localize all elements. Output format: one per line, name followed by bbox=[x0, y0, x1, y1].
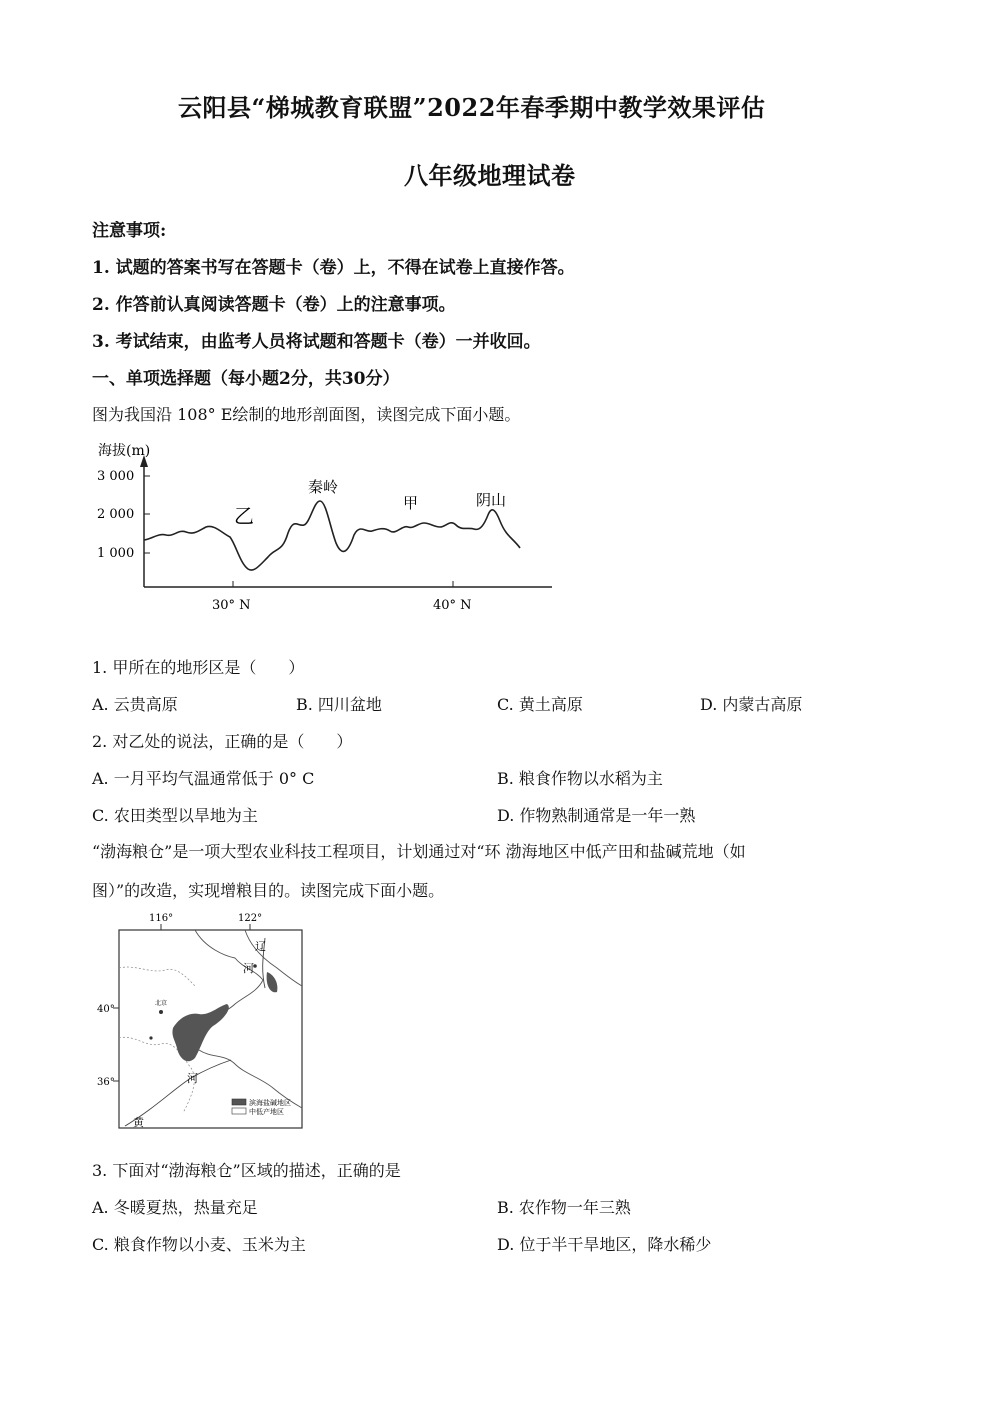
q3-option-d: D. 位于半干旱地区，降水稀少 bbox=[497, 1235, 712, 1254]
q3-option-a: A. 冬暖夏热，热量充足 bbox=[92, 1198, 258, 1217]
legend-label: 滨海盐碱地区 bbox=[249, 1099, 291, 1107]
x-tick-label: 40° N bbox=[433, 598, 472, 613]
page-title: 云阳县“梯城教育联盟”2022年春季期中教学效果评估 bbox=[178, 93, 766, 122]
q2-option-d: D. 作物熟制通常是一年一熟 bbox=[497, 806, 696, 825]
label-yi: 乙 bbox=[234, 504, 254, 528]
note-item-1: 1. 试题的答案书写在答题卡（卷）上，不得在试卷上直接作答。 bbox=[92, 258, 575, 278]
notes-heading: 注意事项: bbox=[92, 221, 167, 241]
terrain-profile-figure bbox=[90, 435, 570, 625]
legend-label: 中低产地区 bbox=[249, 1108, 284, 1116]
intro-bohai-line1: “渤海粮仓”是一项大型农业科技工程项目，计划通过对“环 渤海地区中低产田和盐碱荒地（如 bbox=[92, 842, 746, 861]
q1-option-b: B. 四川盆地 bbox=[296, 695, 382, 714]
lat-label: 40° bbox=[97, 1004, 115, 1015]
label-beijing: 北京 bbox=[155, 1000, 168, 1007]
label-he: 河 bbox=[243, 962, 254, 975]
q3-option-c: C. 粮食作物以小麦、玉米为主 bbox=[92, 1235, 306, 1254]
profile-line bbox=[144, 501, 520, 570]
label-yinshan: 阴山 bbox=[476, 491, 507, 509]
x-tick-label: 30° N bbox=[212, 598, 251, 613]
q2-option-b: B. 粮食作物以水稻为主 bbox=[497, 769, 663, 788]
bohai-map-figure bbox=[95, 908, 310, 1133]
label-huang: 黄 bbox=[133, 1116, 144, 1129]
label-qinling: 秦岭 bbox=[308, 478, 339, 496]
section-heading: 一、单项选择题（每小题2分，共30分） bbox=[92, 369, 400, 389]
page-subtitle: 八年级地理试卷 bbox=[404, 161, 576, 190]
note-item-3: 3. 考试结束，由监考人员将试题和答题卡（卷）一并收回。 bbox=[92, 332, 541, 352]
q2-option-a: A. 一月平均气温通常低于 0° C bbox=[92, 769, 315, 788]
legend-swatch-saline bbox=[232, 1099, 246, 1105]
q2-stem: 2. 对乙处的说法，正确的是（ ） bbox=[92, 732, 353, 751]
y-tick-label: 3 000 bbox=[97, 469, 135, 484]
legend-swatch-lowyield bbox=[232, 1108, 246, 1114]
lon-label: 122° bbox=[238, 913, 263, 924]
q1-option-c: C. 黄土高原 bbox=[497, 695, 583, 714]
q3-stem: 3. 下面对“渤海粮仓”区域的描述，正确的是 bbox=[92, 1161, 401, 1180]
intro-profile: 图为我国沿 108° E绘制的地形剖面图，读图完成下面小题。 bbox=[92, 405, 521, 424]
q3-option-b: B. 农作物一年三熟 bbox=[497, 1198, 631, 1217]
y-tick-label: 1 000 bbox=[97, 546, 135, 561]
q1-option-d: D. 内蒙古高原 bbox=[700, 695, 803, 714]
label-liao: 辽 bbox=[255, 940, 266, 953]
intro-bohai-line2: 图）”的改造，实现增粮目的。读图完成下面小题。 bbox=[92, 881, 445, 900]
lon-label: 116° bbox=[149, 913, 174, 924]
label-jia: 甲 bbox=[403, 494, 419, 512]
y-tick-label: 2 000 bbox=[97, 507, 135, 522]
label-he: 河 bbox=[187, 1072, 198, 1085]
note-item-2: 2. 作答前认真阅读答题卡（卷）上的注意事项。 bbox=[92, 295, 456, 315]
q1-option-a: A. 云贵高原 bbox=[92, 695, 178, 714]
q2-option-c: C. 农田类型以旱地为主 bbox=[92, 806, 258, 825]
y-axis-label: 海拔(m) bbox=[98, 443, 151, 459]
q1-stem: 1. 甲所在的地形区是（ ） bbox=[92, 658, 305, 677]
lat-label: 36° bbox=[97, 1077, 115, 1088]
